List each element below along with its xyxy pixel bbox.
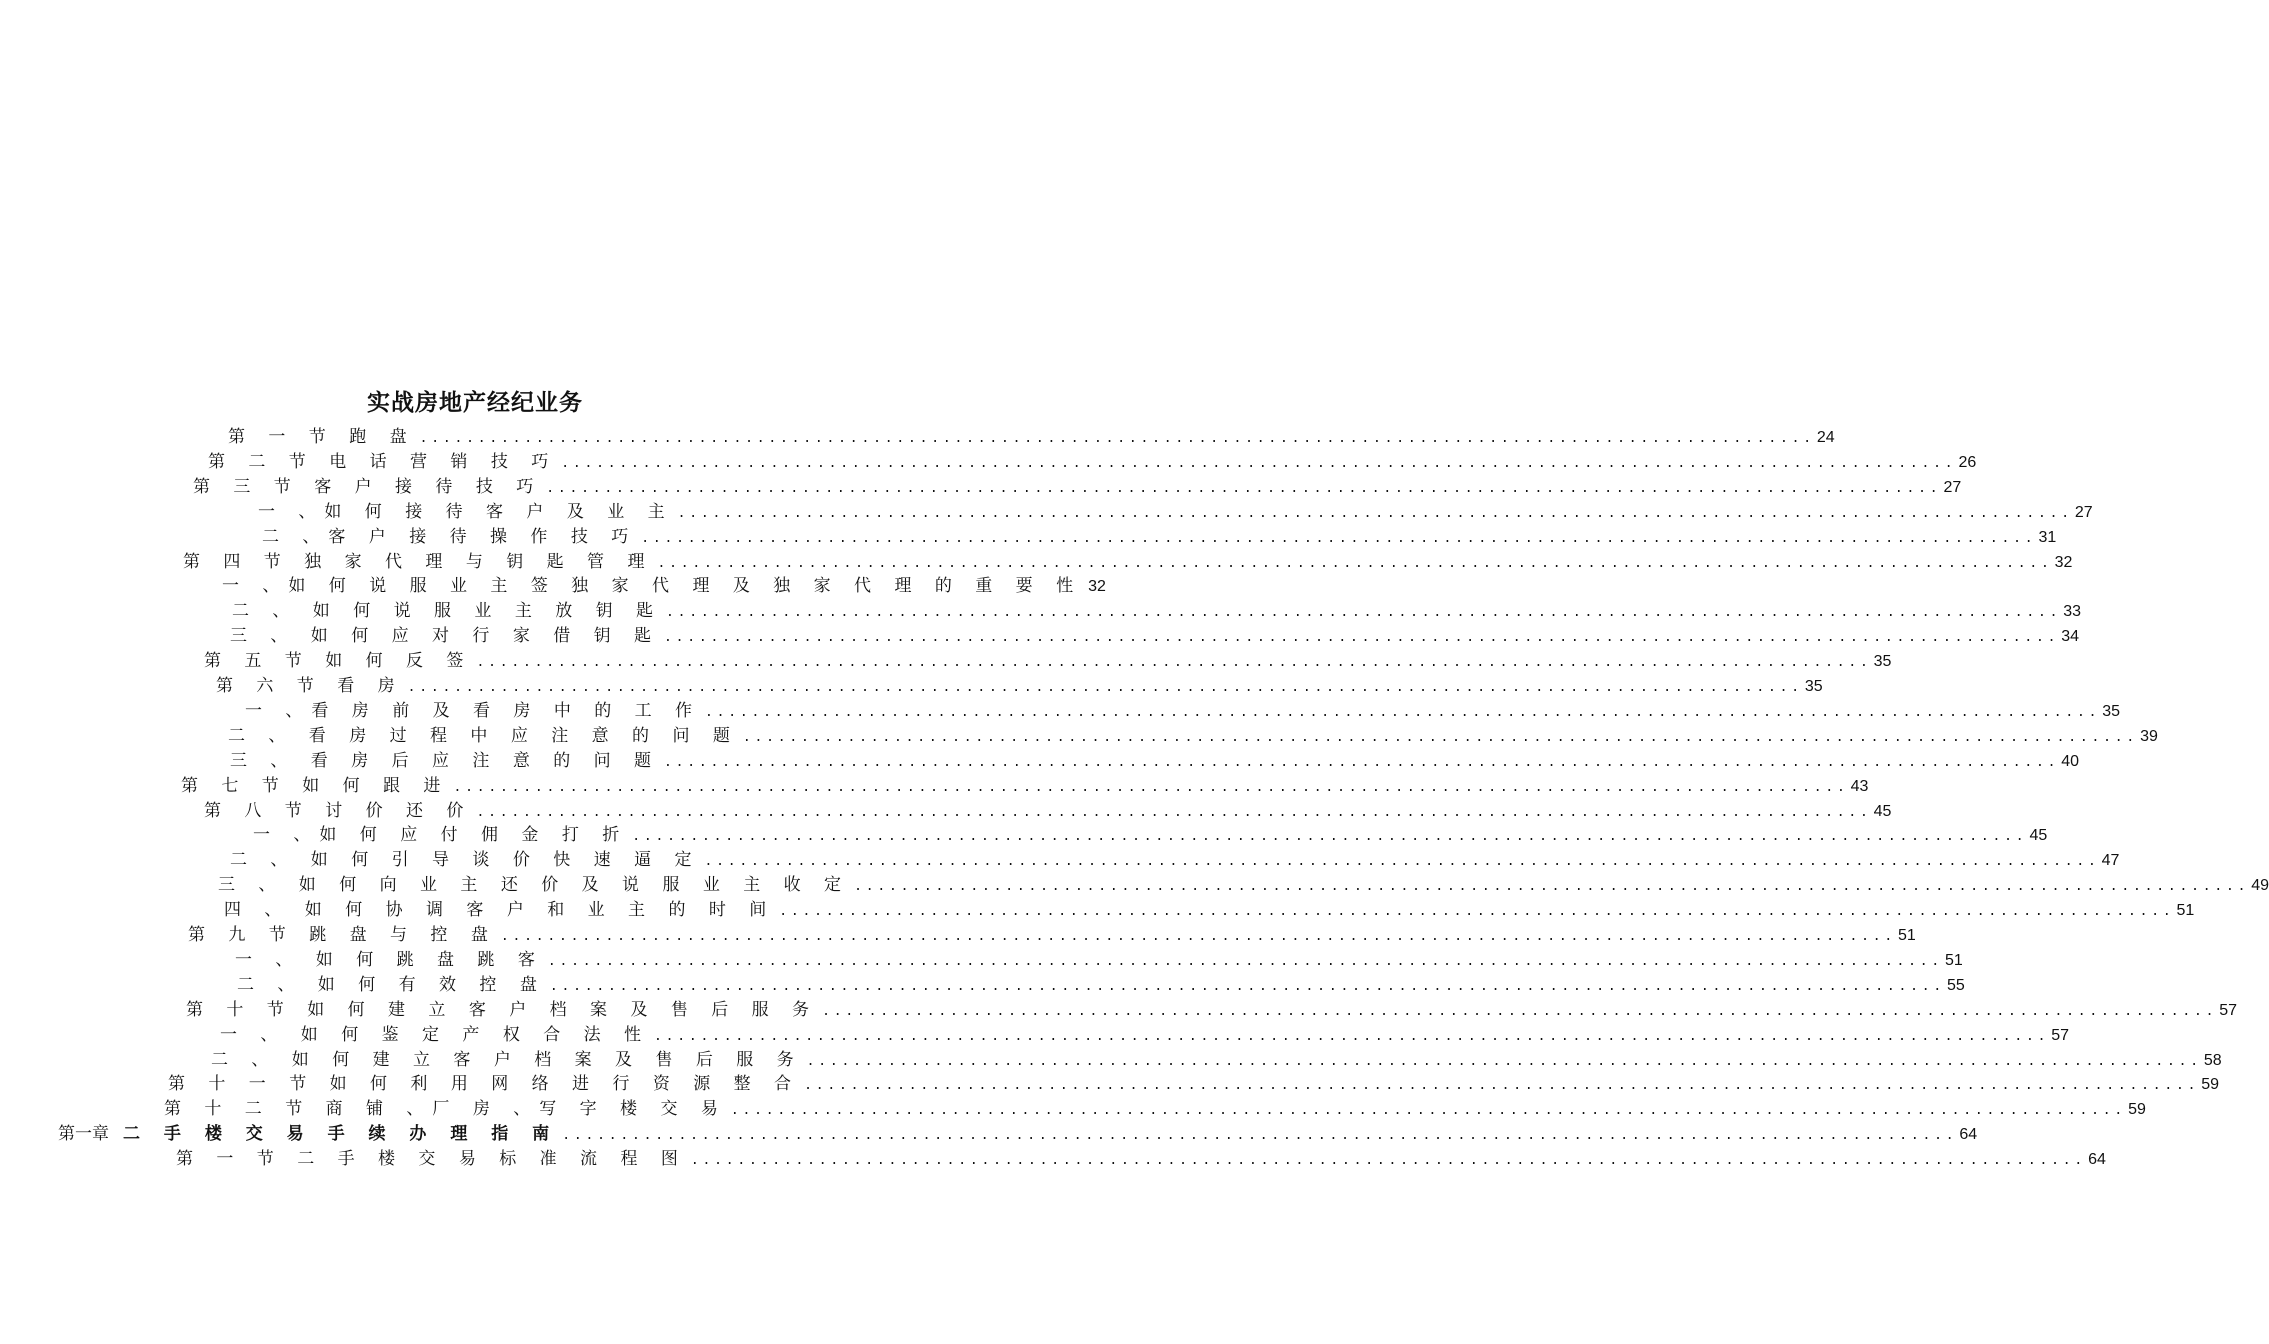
toc-entry-label: 一 、 如 何 鉴 定 产 权 合 法 性 bbox=[220, 1024, 651, 1045]
toc-entry[interactable] bbox=[204, 799, 1892, 823]
dot-leader: ........................................................................................................................ bbox=[704, 854, 2100, 870]
toc-entry-label: 第 二 节 电 话 营 销 技 巧 bbox=[208, 451, 558, 472]
dot-leader: ........................................................................................................................ bbox=[677, 505, 2073, 521]
dot-leader: ........................................................................................................................ bbox=[806, 1053, 2202, 1069]
toc-page-number: 35 bbox=[2102, 702, 2121, 720]
toc-entry[interactable] bbox=[183, 550, 2073, 574]
dot-leader: ........................................................................................................................ bbox=[804, 1078, 2200, 1094]
toc-entry[interactable] bbox=[222, 574, 1106, 598]
dot-leader: ........................................................................................................................ bbox=[664, 754, 2060, 770]
toc-entry-label: 二 、客 户 接 待 操 作 技 巧 bbox=[262, 526, 638, 547]
dot-leader: ........................................................................................................................ bbox=[453, 779, 1849, 795]
toc-entry[interactable] bbox=[186, 998, 2238, 1022]
toc-entry[interactable] bbox=[245, 699, 2121, 723]
dot-leader: ........................................................................................................................ bbox=[407, 680, 1803, 695]
toc-page-number: 32 bbox=[2054, 553, 2073, 571]
toc-page-number: 59 bbox=[2128, 1101, 2146, 1119]
toc-entry[interactable] bbox=[224, 898, 2195, 922]
dot-leader: ........................................................................................................................ bbox=[641, 530, 2037, 546]
toc-entry[interactable] bbox=[230, 624, 2080, 648]
toc-page-number: 51 bbox=[1898, 927, 1916, 944]
toc-entry-label: 一 、如 何 接 待 客 户 及 业 主 bbox=[258, 501, 674, 522]
toc-entry[interactable] bbox=[193, 475, 1962, 499]
toc-page-number: 64 bbox=[2088, 1151, 2106, 1169]
toc-entry-label: 第 十 一 节 如 何 利 用 网 络 进 行 资 源 整 合 bbox=[168, 1074, 801, 1095]
toc-page-number: 45 bbox=[2029, 827, 2048, 845]
toc-entry-label: 二 手 楼 交 易 手 续 办 理 指 南 bbox=[123, 1124, 559, 1145]
toc-entry-label: 第 七 节 如 何 跟 进 bbox=[181, 775, 450, 796]
toc-entry-label: 三 、 如 何 向 业 主 还 价 及 说 服 业 主 收 定 bbox=[218, 875, 851, 896]
toc-entry[interactable] bbox=[204, 649, 1892, 673]
toc-entry-label: 第 六 节 看 房 bbox=[216, 676, 404, 696]
toc-entry-label: 第 五 节 如 何 反 签 bbox=[204, 651, 473, 672]
dot-leader: ........................................................................................................................ bbox=[742, 729, 2139, 745]
toc-page-number: 55 bbox=[1947, 976, 1965, 994]
toc-page-number: 51 bbox=[2176, 902, 2195, 920]
toc-entry-label: 第 一 节 跑 盘 bbox=[228, 427, 416, 447]
toc-entry[interactable] bbox=[230, 749, 2080, 773]
toc-page-number: 24 bbox=[1816, 429, 1835, 446]
toc-page-number: 45 bbox=[1873, 802, 1892, 820]
toc-entry-label: 第 八 节 讨 价 还 价 bbox=[204, 800, 473, 821]
toc-entry[interactable] bbox=[258, 500, 2093, 524]
toc-entry[interactable] bbox=[176, 1147, 2106, 1171]
toc-entry[interactable] bbox=[181, 774, 1869, 798]
toc-entry[interactable] bbox=[220, 1023, 2070, 1047]
toc-page-number: 57 bbox=[2219, 1001, 2238, 1019]
toc-page-number: 57 bbox=[2051, 1026, 2070, 1044]
dot-leader: ........................................................................................................................ bbox=[730, 1103, 2127, 1119]
toc-entry[interactable] bbox=[211, 1048, 2222, 1072]
toc-page-number: 51 bbox=[1945, 951, 1963, 969]
dot-leader: ........................................................................................................................ bbox=[476, 804, 1872, 820]
dot-leader: ........................................................................................................................ bbox=[657, 555, 2053, 571]
toc-entry-label: 二 、 如 何 建 立 客 户 档 案 及 售 后 服 务 bbox=[211, 1049, 803, 1070]
toc-page-number: 40 bbox=[2061, 752, 2080, 770]
toc-entry-label: 一 、 如 何 跳 盘 跳 客 bbox=[235, 949, 544, 970]
dot-leader: ........................................................................................................................ bbox=[779, 904, 2175, 920]
document-title: 实战房地产经纪业务 bbox=[367, 390, 583, 416]
toc-entry-label: 一 、看 房 前 及 看 房 中 的 工 作 bbox=[245, 700, 702, 721]
dot-leader: ........................................................................................................................ bbox=[476, 655, 1872, 671]
toc-entry[interactable] bbox=[230, 848, 2120, 872]
toc-entry-label: 第 九 节 跳 盘 与 控 盘 bbox=[188, 925, 497, 945]
toc-page-number: 32 bbox=[1088, 578, 1106, 596]
chapter-prefix: 第一章 bbox=[58, 1124, 109, 1145]
toc-entry[interactable] bbox=[235, 948, 1963, 972]
dot-leader: ........................................................................................................................ bbox=[664, 630, 2060, 646]
toc-entry[interactable] bbox=[228, 724, 2158, 748]
toc-entry-label: 四 、 如 何 协 调 客 户 和 业 主 的 时 间 bbox=[224, 900, 776, 921]
toc-page-number: 34 bbox=[2061, 628, 2080, 646]
dot-leader: ........................................................................................................................ bbox=[561, 455, 1957, 471]
toc-entry[interactable] bbox=[237, 973, 1965, 997]
toc-page-number: 26 bbox=[1958, 453, 1977, 471]
toc-entry-label: 三 、 看 房 后 应 注 意 的 问 题 bbox=[230, 750, 661, 771]
toc-page-number: 27 bbox=[2074, 503, 2093, 521]
dot-leader: ........................................................................................................................ bbox=[632, 829, 2028, 845]
toc-entry[interactable] bbox=[253, 823, 2048, 847]
toc-page-number: 27 bbox=[1943, 478, 1962, 496]
dot-leader: ........................................................................................................................ bbox=[666, 605, 2062, 621]
dot-leader: ........................................................................................................................ bbox=[690, 1153, 2087, 1169]
toc-page-number: 43 bbox=[1850, 777, 1869, 795]
toc-page-number: 35 bbox=[1804, 678, 1823, 695]
dot-leader: ........................................................................................................................ bbox=[419, 431, 1815, 446]
toc-entry-label: 第 十 二 节 商 铺 、厂 房 、写 字 楼 交 易 bbox=[164, 1099, 727, 1120]
toc-page-number: 64 bbox=[1959, 1126, 1978, 1144]
toc-entry-label: 第 四 节 独 家 代 理 与 钥 匙 管 理 bbox=[183, 551, 654, 572]
toc-entry[interactable] bbox=[216, 674, 1823, 698]
toc-page-number: 58 bbox=[2203, 1051, 2222, 1069]
toc-entry-label: 二 、 如 何 有 效 控 盘 bbox=[237, 974, 546, 995]
dot-leader: ........................................................................................................................ bbox=[549, 978, 1946, 994]
toc-entry[interactable] bbox=[208, 450, 1977, 474]
toc-entry-label: 一 、如 何 应 付 佣 金 打 折 bbox=[253, 825, 629, 846]
toc-page-number: 47 bbox=[2101, 852, 2120, 870]
toc-page-number: 35 bbox=[1873, 653, 1892, 671]
dot-leader: ........................................................................................................................ bbox=[822, 1003, 2218, 1019]
toc-entry[interactable] bbox=[232, 599, 2082, 623]
toc-entry-label: 第 三 节 客 户 接 待 技 巧 bbox=[193, 476, 543, 497]
toc-page-number: 31 bbox=[2038, 528, 2057, 546]
toc-entry[interactable] bbox=[164, 1097, 2146, 1121]
dot-leader: ........................................................................................................................ bbox=[547, 953, 1944, 969]
toc-entry-label: 二 、 如 何 说 服 业 主 放 钥 匙 bbox=[232, 601, 663, 622]
toc-page-number: 39 bbox=[2140, 727, 2158, 745]
dot-leader: ........................................................................................................................ bbox=[654, 1028, 2050, 1044]
toc-entry[interactable] bbox=[218, 873, 2269, 897]
toc-entry[interactable] bbox=[58, 1122, 1978, 1146]
toc-entry-label: 二 、 看 房 过 程 中 应 注 意 的 问 题 bbox=[228, 725, 739, 746]
dot-leader: ........................................................................................................................ bbox=[854, 879, 2250, 895]
toc-entry-label: 二 、 如 何 引 导 谈 价 快 速 逼 定 bbox=[230, 850, 701, 871]
toc-page-number: 33 bbox=[2063, 603, 2082, 621]
toc-entry-label: 一 、如 何 说 服 业 主 签 独 家 代 理 及 独 家 代 理 的 重 要 性 bbox=[222, 576, 1083, 597]
toc-entry-label: 第 一 节 二 手 楼 交 易 标 准 流 程 图 bbox=[176, 1149, 687, 1170]
dot-leader: ........................................................................................................................ bbox=[705, 704, 2101, 720]
toc-page-number: 59 bbox=[2201, 1076, 2220, 1094]
toc-entry[interactable] bbox=[168, 1072, 2220, 1096]
toc-entry-label: 三 、 如 何 应 对 行 家 借 钥 匙 bbox=[230, 626, 661, 647]
toc-entry[interactable] bbox=[188, 923, 1916, 947]
toc-entry[interactable] bbox=[262, 525, 2057, 549]
dot-leader: ........................................................................................................................ bbox=[500, 929, 1897, 944]
dot-leader: ........................................................................................................................ bbox=[546, 480, 1942, 496]
toc-entry-label: 第 十 节 如 何 建 立 客 户 档 案 及 售 后 服 务 bbox=[186, 999, 819, 1020]
toc-page-number: 49 bbox=[2251, 877, 2269, 895]
dot-leader: ........................................................................................................................ bbox=[562, 1128, 1958, 1144]
toc-entry[interactable] bbox=[228, 425, 1835, 449]
